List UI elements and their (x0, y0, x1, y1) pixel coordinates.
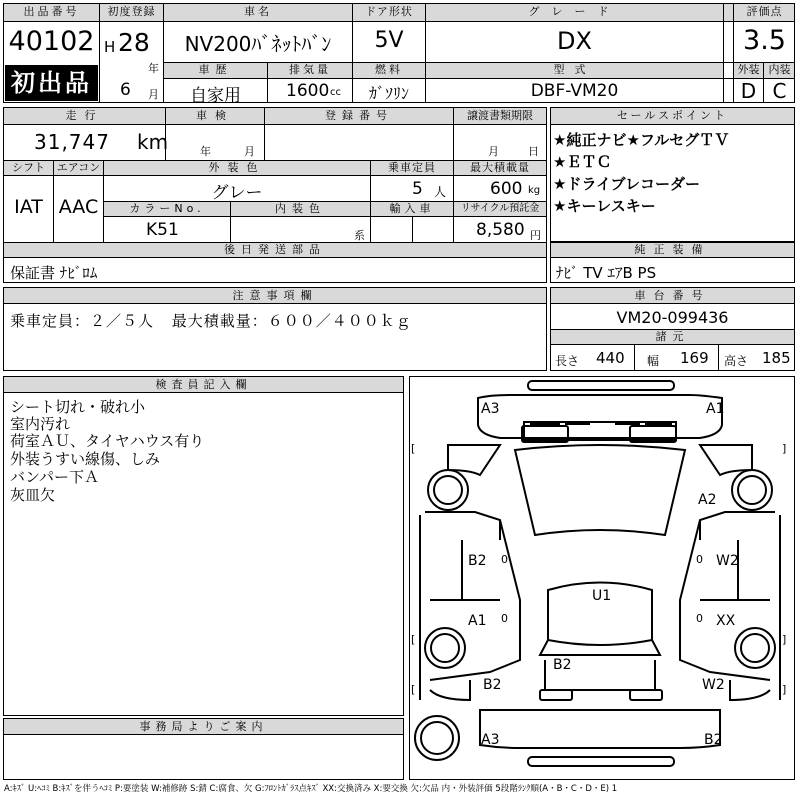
history: 自家用 (190, 86, 241, 106)
displacement-label: 排気量 (289, 63, 331, 76)
chassis-no: VM20-099436 (616, 308, 729, 327)
mark-rear-left: A3 (481, 732, 500, 748)
displacement: 1600 (286, 81, 330, 101)
mark-right-quarter: W2 (702, 677, 725, 693)
model-code-label: 型式 (553, 63, 596, 76)
transfer-month-unit: 月 (488, 145, 499, 158)
reg-no-label: 登録番号 (325, 109, 393, 122)
sales-point-2: ★ＥＴＣ (553, 153, 612, 171)
transfer-day-unit: 日 (528, 145, 539, 158)
mark-right-rear-door: W2 (716, 553, 739, 569)
sales-points-label: セールスポイント (616, 109, 728, 122)
notes-label: 注意事項欄 (232, 289, 318, 302)
int-suffix: 系 (354, 229, 365, 242)
inspector-note-1: シート切れ・破れ小 (10, 398, 146, 416)
mark-front-left: A3 (481, 401, 500, 417)
mark-left-front-door: B2 (468, 553, 487, 569)
era: H (104, 38, 116, 56)
fuel-label: 燃料 (375, 63, 403, 76)
accessories: 保証書 ﾅﾋﾞﾛﾑ (10, 264, 98, 282)
cc-unit: cc (330, 87, 341, 98)
int-color-label: 内装色 (275, 202, 326, 215)
score-label: 評価点 (746, 5, 783, 18)
mark-left-rear: A1 (468, 613, 487, 629)
first-reg-label: 初度登録 (107, 5, 156, 18)
sales-point-4: ★キーレスキー (553, 197, 656, 215)
chassis-label: 車台番号 (634, 289, 711, 302)
mark-roof: U1 (592, 588, 612, 604)
sales-point-1: ★純正ナビ★フルセグＴＶ (553, 131, 730, 149)
month-unit: 月 (148, 88, 159, 101)
length: 440 (596, 349, 625, 367)
zero-mark: 0 (696, 553, 703, 566)
inspector-note-2: 室内汚れ (10, 415, 71, 433)
first-time-badge: 初出品 (5, 65, 98, 101)
people-unit: 人 (434, 185, 447, 199)
reg-year: 28 (118, 28, 150, 57)
inspector-note-4: 外装うすい線傷、しみ (10, 450, 161, 468)
mark-front-right: A1 (706, 401, 725, 417)
height-label: 高さ (724, 354, 749, 368)
aircon: AAC (58, 196, 99, 218)
width-label: 幅 (647, 354, 660, 368)
zero-mark: 0 (696, 612, 703, 625)
yen-unit: 円 (530, 229, 541, 242)
ext-color-label: 外装色 (208, 161, 266, 174)
length-label: 長さ (555, 354, 580, 368)
color-no: K51 (146, 220, 179, 240)
bracket-mark: ] (782, 683, 787, 696)
exterior-label: 外装 (737, 63, 760, 76)
score: 3.5 (743, 25, 786, 56)
year-unit: 年 (148, 62, 159, 75)
inspector-label: 検査員記入欄 (155, 378, 252, 391)
mileage-label: 走行 (65, 109, 104, 122)
inspector-note-5: バンパー下Ａ (10, 468, 99, 486)
door-type: 5V (374, 28, 404, 53)
mark-right-front-door: A2 (698, 492, 717, 508)
height: 185 (762, 349, 791, 367)
max-load: 600 (490, 179, 523, 199)
insp-year-unit: 年 (200, 145, 211, 158)
lot-no-label: 出品番号 (23, 5, 80, 18)
zero-mark: 0 (501, 553, 508, 566)
bracket-mark: [ (411, 683, 416, 696)
car-damage-diagram (410, 377, 794, 779)
door-label: ドア形状 (365, 5, 413, 18)
inspector-note-3: 荷室ＡＵ、タイヤハウス有り (10, 432, 205, 450)
reg-month: 6 (120, 80, 131, 100)
capacity-label: 乗車定員 (388, 161, 436, 174)
interior-grade: C (772, 79, 787, 103)
sales-point-3: ★ドライブレコーダー (553, 175, 700, 193)
mileage: 31,747 (34, 130, 110, 154)
grade-label: グレード (528, 5, 621, 18)
mark-left-quarter: B2 (483, 677, 502, 693)
insp-month-unit: 月 (244, 145, 255, 158)
model-name-label: 車名 (244, 5, 272, 18)
km-unit: km (137, 130, 169, 154)
mark-right-rear: XX (716, 613, 736, 629)
bracket-mark: ] (782, 442, 787, 455)
recycle-label: リサイクル預託金 (460, 203, 540, 214)
width: 169 (680, 349, 709, 367)
bracket-mark: ] (782, 633, 787, 646)
notes: 乗車定員：２／５人 最大積載量：６００／４００ｋｇ (10, 312, 412, 330)
shift: IAT (14, 196, 43, 218)
model-name: NV200ﾊﾞﾈｯﾄﾊﾞﾝ (184, 32, 332, 56)
max-load-label: 最大積載量 (470, 161, 530, 174)
model-code: DBF-VM20 (530, 81, 619, 101)
history-label: 車歴 (198, 63, 233, 76)
lot-number: 40102 (8, 26, 95, 57)
capacity: 5 (412, 179, 423, 199)
office-label: 事務局よりご案内 (139, 720, 268, 733)
dims-label: 諸元 (655, 330, 690, 343)
aircon-label: エアコン (56, 161, 101, 174)
bracket-mark: [ (411, 442, 416, 455)
mark-rear-floor: B2 (553, 657, 572, 673)
inspection-label: 車検 (196, 109, 234, 122)
genuine-equipment: ﾅﾋﾞ TV ｴｱB PS (556, 264, 657, 282)
zero-mark: 0 (501, 612, 508, 625)
bracket-mark: [ (411, 633, 416, 646)
shift-label: シフト (12, 161, 45, 174)
import-label: 輸入車 (389, 202, 435, 215)
transfer-due-label: 譲渡書類期限 (467, 109, 533, 122)
exterior-grade: D (740, 79, 757, 103)
inspector-note-6: 灰皿欠 (10, 486, 56, 504)
accessories-label: 後日発送部品 (224, 243, 326, 256)
fuel: ｶﾞｿﾘﾝ (368, 84, 409, 103)
legend: A:ｷｽﾞ U:ﾍｺﾐ B:ｷｽﾞを伴うﾍｺﾐ P:要塗装 W:補修跡 S:錆 C:腐食、欠 G:ﾌﾛﾝﾄｶﾞﾗｽ点ｷｽﾞ XX:交換済み X:要交換 欠:欠品 内・外装評価 5段階ﾗﾝｸ順(A・B・C・D・E) 1 (4, 784, 618, 794)
mark-rear-right: B2 (704, 732, 723, 748)
interior-label: 内装 (768, 63, 791, 76)
grade: DX (557, 27, 592, 55)
ext-color: グレー (211, 183, 263, 203)
color-no-label: カラーNo. (129, 202, 205, 215)
genuine-label: 純正装備 (634, 243, 711, 256)
recycle: 8,580 (476, 220, 525, 240)
kg-unit: kg (528, 185, 541, 196)
